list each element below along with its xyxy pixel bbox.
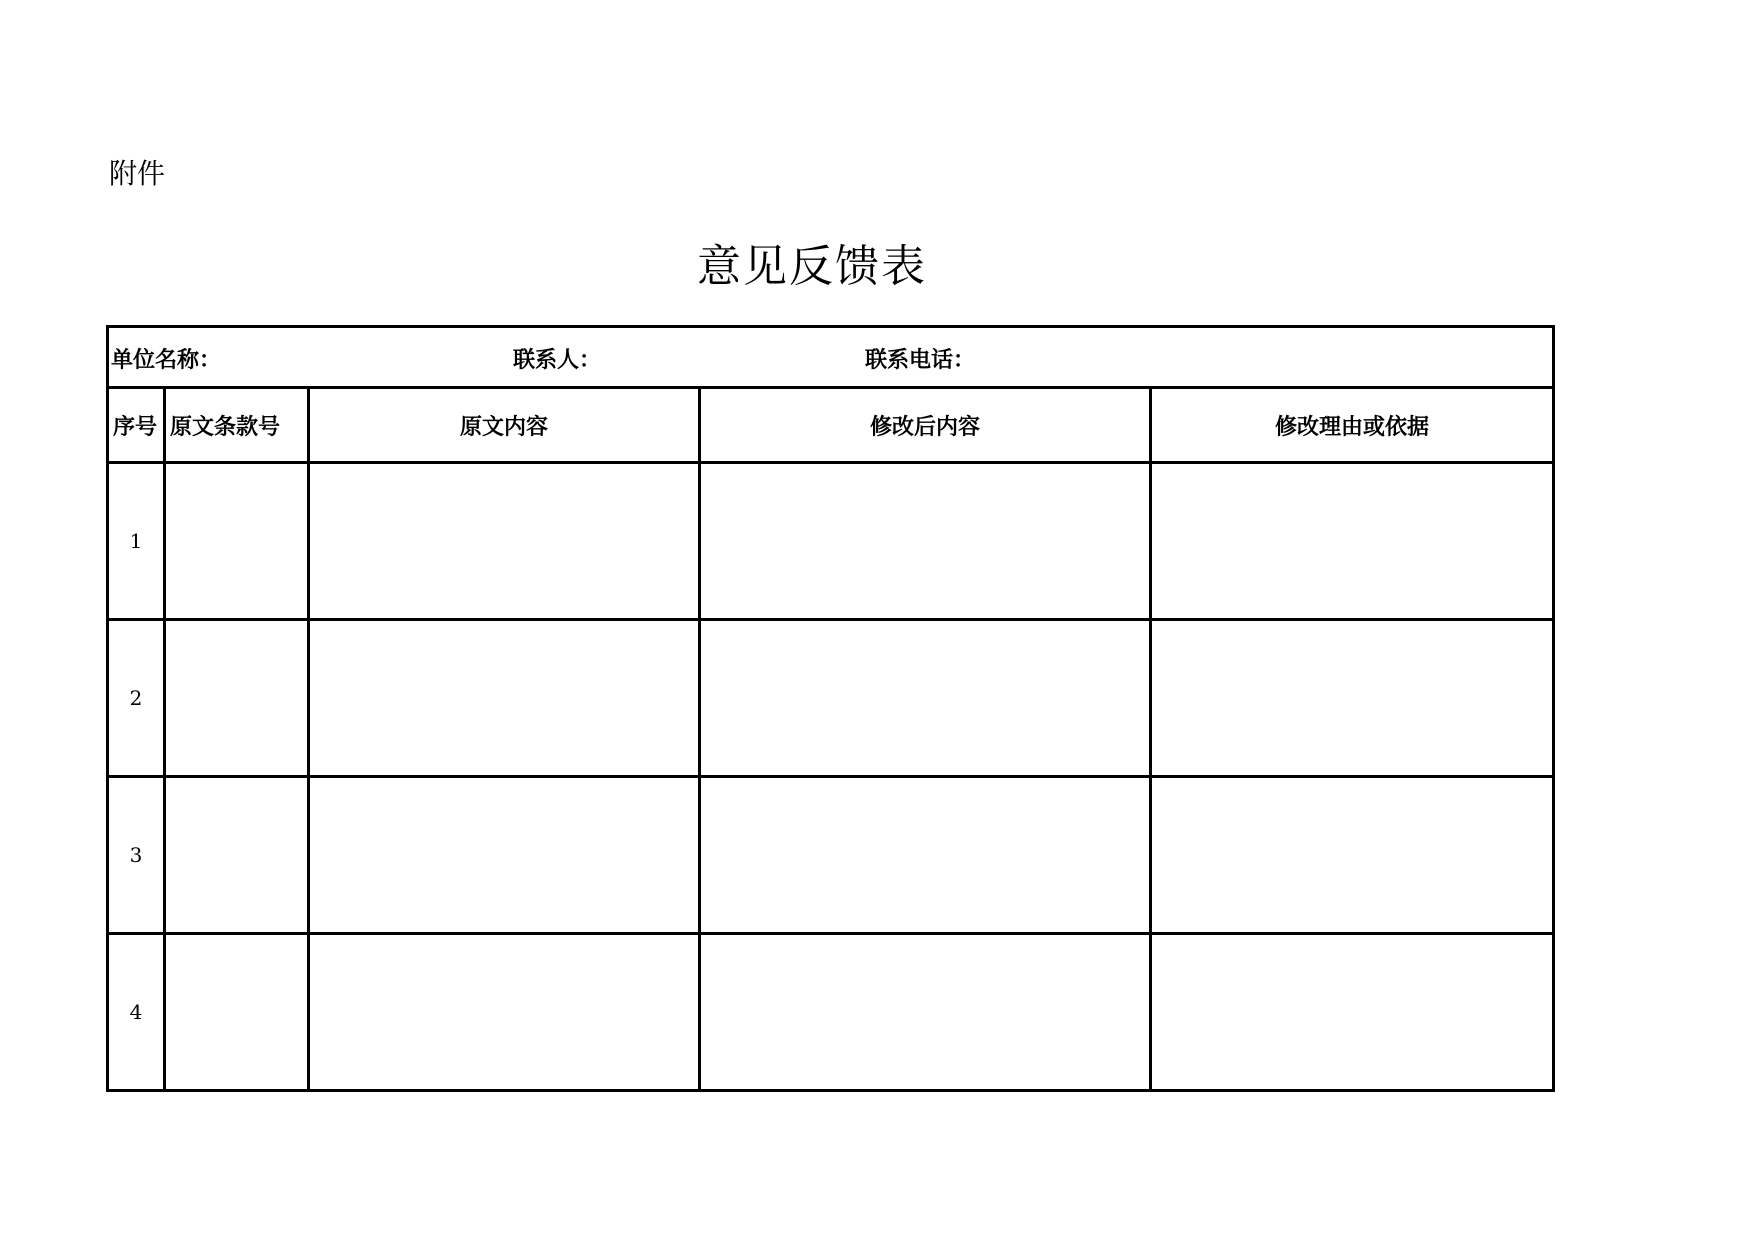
clause-no-cell[interactable] <box>165 620 309 777</box>
contact-phone-label: 联系电话： <box>865 348 976 373</box>
unit-name-label: 单位名称： <box>111 348 222 373</box>
attachment-label: 附件 <box>109 157 166 190</box>
reason-cell[interactable] <box>1151 777 1554 934</box>
table-row <box>108 463 1554 620</box>
row-number: 4 <box>108 934 165 1091</box>
header-serial: 序号 <box>108 388 165 463</box>
header-revised-content: 修改后内容 <box>700 388 1151 463</box>
header-reason: 修改理由或依据 <box>1151 388 1554 463</box>
reason-cell[interactable] <box>1151 620 1554 777</box>
original-content-cell[interactable] <box>309 463 700 620</box>
row-number: 3 <box>108 777 165 934</box>
info-cell[interactable] <box>108 327 1554 388</box>
original-content-cell[interactable] <box>309 620 700 777</box>
original-content-cell[interactable] <box>309 934 700 1091</box>
feedback-table <box>106 325 1555 1092</box>
header-original-content: 原文内容 <box>309 388 700 463</box>
revised-content-cell[interactable] <box>700 620 1151 777</box>
table-row <box>108 934 1554 1091</box>
info-row <box>108 327 1554 388</box>
reason-cell[interactable] <box>1151 463 1554 620</box>
table-row <box>108 620 1554 777</box>
form-title: 意见反馈表 <box>697 241 927 292</box>
revised-content-cell[interactable] <box>700 934 1151 1091</box>
clause-no-cell[interactable] <box>165 934 309 1091</box>
reason-cell[interactable] <box>1151 934 1554 1091</box>
clause-no-cell[interactable] <box>165 777 309 934</box>
contact-person-label: 联系人： <box>513 348 602 373</box>
header-row <box>108 388 1554 463</box>
original-content-cell[interactable] <box>309 777 700 934</box>
table-row <box>108 777 1554 934</box>
revised-content-cell[interactable] <box>700 463 1151 620</box>
row-number: 2 <box>108 620 165 777</box>
clause-no-cell[interactable] <box>165 463 309 620</box>
header-clause-no: 原文条款号 <box>165 388 309 463</box>
row-number: 1 <box>108 463 165 620</box>
revised-content-cell[interactable] <box>700 777 1151 934</box>
